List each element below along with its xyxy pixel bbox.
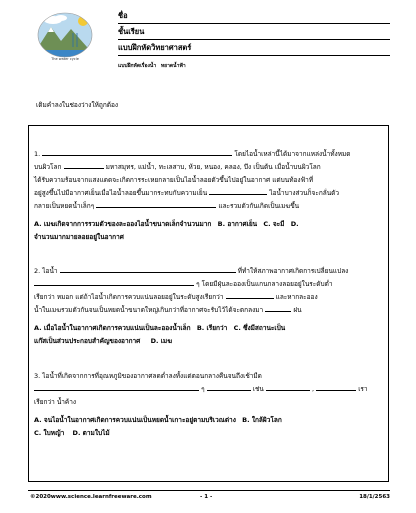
q3-text: , bbox=[311, 385, 315, 393]
q2-text: และหากละออง bbox=[275, 293, 318, 301]
footer-page-number: - 1 - bbox=[200, 494, 213, 500]
q1-text: และรวมตัวกันเกิดเป็นเมฆขึ้น bbox=[218, 202, 300, 210]
subtitle-unit: หยาดน้ำฟ้า bbox=[160, 63, 186, 69]
q3-option-c[interactable]: C. ใบหญ้า bbox=[34, 429, 65, 437]
q1-text: มหาสมุทร, แม่น้ำ, ทะเลสาบ, ห้วย, หนอง, คลอง, บึง เป็นต้น เมื่อน้ำบนผิวโลก bbox=[105, 163, 321, 171]
q2-blank-3[interactable] bbox=[226, 291, 274, 299]
q1-blank-1[interactable] bbox=[42, 148, 232, 156]
subtitle-topic: แบบฝึกหัดเรื่องน้ำ bbox=[118, 63, 157, 69]
q3-text: ๆ bbox=[201, 385, 205, 393]
q2-option-c-text[interactable]: แก๊สเป็นส่วนประกอบสำคัญของอากาศ bbox=[34, 337, 141, 345]
q1-option-b[interactable]: B. อากาศเย็น bbox=[217, 220, 258, 228]
q3-option-d[interactable]: D. ตามใบไม้ bbox=[72, 429, 110, 437]
question-1 bbox=[34, 148, 382, 244]
instruction-text: เติมคำลงในช่องว่างให้ถูกต้อง bbox=[36, 101, 119, 109]
question-2 bbox=[34, 265, 382, 348]
name-field[interactable] bbox=[118, 10, 390, 24]
q2-text: เรียกว่า หมอก แต่ถ้าไอน้ำเกิดการควบแน่นลอยอยู่ในระดับสูงเรียกว่า bbox=[34, 293, 224, 301]
q3-text: เรา bbox=[358, 385, 368, 393]
q2-blank-1[interactable] bbox=[60, 265, 236, 273]
q2-option-c[interactable]: C. ซึ่งมีสถานะเป็น bbox=[233, 324, 286, 332]
q3-number: 3. bbox=[34, 372, 41, 380]
q1-option-c[interactable]: C. จะมี bbox=[263, 220, 285, 228]
q1-text: กลายเป็นหยดน้ำเล็กๆ bbox=[34, 202, 95, 210]
q2-number: 2. bbox=[34, 267, 41, 275]
water-cycle-logo-icon bbox=[37, 11, 93, 58]
q1-blank-4[interactable] bbox=[96, 200, 216, 208]
q1-option-a[interactable]: A. เมฆเกิดจากการรวมตัวของละอองไอน้ำขนาดเล็กจำนวนมาก bbox=[34, 220, 212, 228]
q3-option-b[interactable]: B. ใกล้ผิวโลก bbox=[242, 416, 282, 424]
q1-blank-2[interactable] bbox=[64, 161, 104, 169]
q2-option-d[interactable]: D. เมฆ bbox=[150, 337, 173, 345]
q1-blank-3[interactable] bbox=[209, 187, 267, 195]
worksheet-subtitle bbox=[118, 62, 186, 70]
q2-text: ๆ โดยมีฝุ่นละอองเป็นแกนกลางลอยอยู่ในระดับต่ำ bbox=[196, 280, 333, 288]
q2-text: ไอน้ำ bbox=[42, 267, 58, 275]
q2-text: ที่ทำให้สภาพอากาศเกิดการเปลี่ยนแปลง bbox=[237, 267, 349, 275]
q2-text: ฝน bbox=[293, 306, 302, 314]
q1-text: ไอน้ำบางส่วนก็จะกลั่นตัว bbox=[269, 189, 340, 197]
footer-date: 18/1/2563 bbox=[359, 494, 390, 500]
q3-text: เรียกว่า น้ำค้าง bbox=[34, 398, 77, 406]
question-3 bbox=[34, 370, 382, 440]
q3-option-a[interactable]: A. จนไอน้ำในอากาศเกิดการควบแน่นเป็นหยดน้ำเกาะอยู่ตามบริเวณต่าง bbox=[34, 416, 236, 424]
q2-option-a[interactable]: A. เมื่อไอน้ำในอากาศเกิดการควบแน่นเป็นละอองน้ำเล็ก bbox=[34, 324, 191, 332]
q3-blank-3[interactable] bbox=[266, 383, 310, 391]
q1-text: ได้รับความร้อนจากแสงแดดจะเกิดการระเหยกลายเป็นไอน้ำลอยตัวขึ้นไปอยู่ในอากาศ แต่บนท้องฟ้าที่ bbox=[34, 176, 314, 184]
q2-option-b[interactable]: B. เรียกว่า bbox=[196, 324, 228, 332]
footer-divider bbox=[28, 490, 390, 491]
q2-blank-4[interactable] bbox=[265, 304, 291, 312]
q3-text: ไอน้ำที่เกิดจากการที่อุณหภูมิของอากาศลดต่ำลงทั้งแต่ตอนกลางคืนจนถึงเช้ามืด bbox=[42, 372, 262, 380]
q2-text: น้ำในเมฆรวมตัวกันจนเป็นหยดน้ำขนาดใหญ่เกินกว่าที่อากาศจะรับไว้ได้จะตกลงมา bbox=[34, 306, 264, 314]
worksheet-title-row bbox=[118, 42, 390, 56]
q3-text: เช่น bbox=[252, 385, 264, 393]
q1-number: 1. bbox=[34, 150, 41, 158]
q3-blank-2[interactable] bbox=[207, 383, 251, 391]
q3-blank-1[interactable] bbox=[34, 383, 199, 391]
logo-caption: The water cycle bbox=[51, 57, 79, 61]
q1-option-d[interactable]: D. bbox=[290, 220, 299, 228]
q3-blank-4[interactable] bbox=[316, 383, 356, 391]
q1-option-d-text[interactable]: จำนวนมากมายลอยอยู่ในอากาศ bbox=[34, 233, 124, 241]
footer-website: ©2020www.science.learnfreeware.com bbox=[30, 494, 152, 500]
q1-text: บนผิวโลก bbox=[34, 163, 62, 171]
q1-text: โดยไอน้ำเหล่านี้ได้มาจากแหล่งน้ำทั้งหมด bbox=[234, 150, 351, 158]
q2-blank-2[interactable] bbox=[34, 278, 194, 286]
q1-text: อยู่สูงขึ้นไปมีอากาศเย็นเมื่อไอน้ำลอยขึ้นมากระทบกับความเย็น bbox=[34, 189, 208, 197]
class-label: ชั้นเรียน bbox=[118, 27, 145, 36]
worksheet-title: แบบฝึกหัดวิทยาศาสตร์ bbox=[118, 43, 192, 52]
class-field[interactable] bbox=[118, 26, 390, 40]
name-label: ชื่อ bbox=[118, 11, 128, 20]
